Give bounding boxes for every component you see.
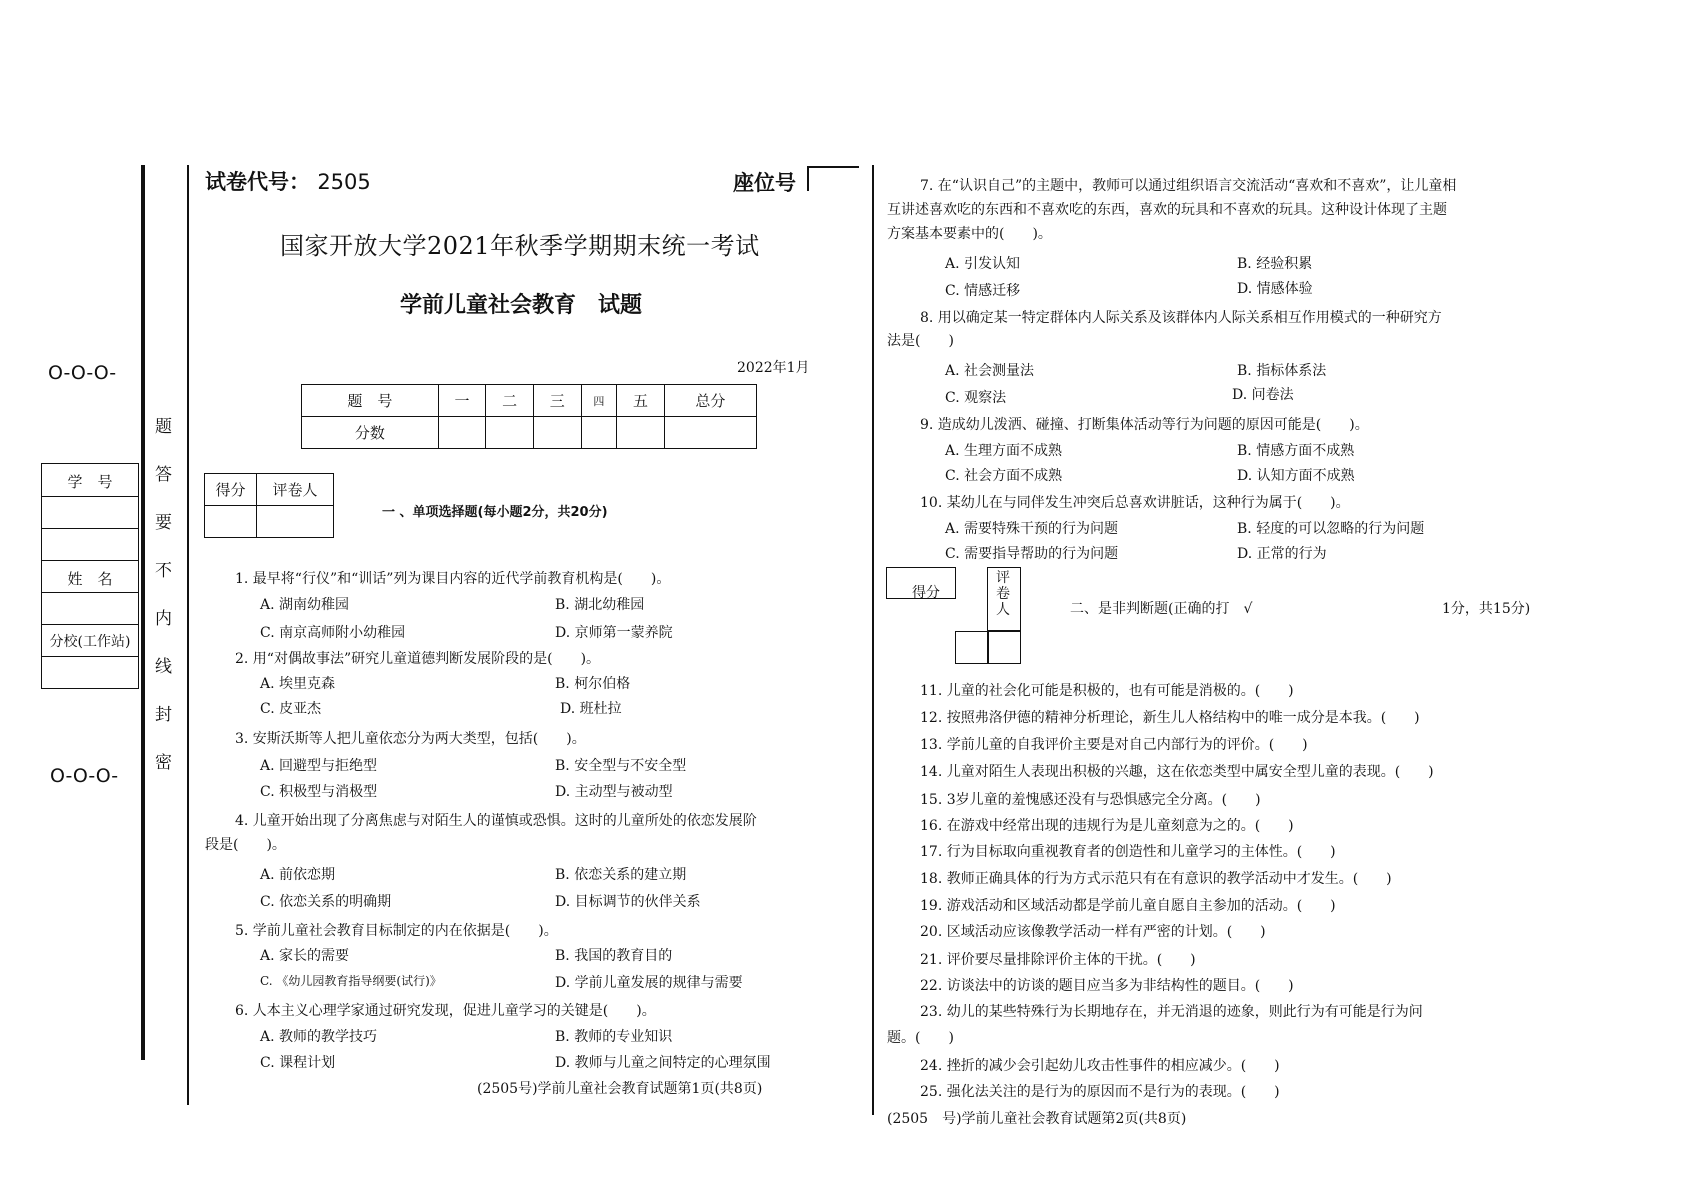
option[interactable]: A. 社会测量法 xyxy=(945,363,1035,379)
grader-label-2: 评卷人 xyxy=(996,570,1010,618)
question-stem: 6. 人本主义心理学家通过研究发现，促进儿童学习的关键是( )。 xyxy=(235,1003,656,1019)
option[interactable]: C. 积极型与消极型 xyxy=(260,784,378,800)
option[interactable]: D. 情感体验 xyxy=(1237,281,1313,297)
page-divider xyxy=(872,165,874,1115)
score-table xyxy=(301,384,757,449)
margin-mark-top: O-O-O- xyxy=(48,362,117,384)
grader-box-2-grader xyxy=(987,567,1021,631)
option[interactable]: D. 学前儿童发展的规律与需要 xyxy=(555,975,743,991)
option[interactable]: B. 经验积累 xyxy=(1237,256,1313,272)
option[interactable]: C. 需要指导帮助的行为问题 xyxy=(945,546,1119,562)
seal-char: 题 xyxy=(155,417,172,437)
score-cell xyxy=(486,417,534,449)
section2-points: 1分，共15分) xyxy=(1442,601,1531,617)
question-stem: 3. 安斯沃斯等人把儿童依恋分为两大类型，包括( )。 xyxy=(235,731,586,747)
question-stem: 4. 儿童开始出现了分离焦虑与对陌生人的谨慎或恐惧。这时的儿童所处的依恋发展阶 xyxy=(235,813,757,829)
score-table-header: 五 xyxy=(617,385,665,417)
student-id-field[interactable] xyxy=(42,497,138,529)
option[interactable]: A. 教师的教学技巧 xyxy=(260,1029,378,1045)
seal-char: 线 xyxy=(155,657,172,677)
binding-line-thick xyxy=(141,165,145,1060)
question-stem: 5. 学前儿童社会教育目标制定的内在依据是( )。 xyxy=(235,923,558,939)
page-footer-left: (2505号)学前儿童社会教育试题第1页(共8页) xyxy=(477,1081,763,1097)
student-id-field-2[interactable] xyxy=(42,529,138,561)
option[interactable]: C. 课程计划 xyxy=(260,1055,336,1071)
student-info-box xyxy=(41,463,139,689)
option[interactable]: B. 依恋关系的建立期 xyxy=(555,867,687,883)
score-cell xyxy=(533,417,581,449)
judgement-item: 21. 评价要尽量排除评价主体的干扰。( ) xyxy=(920,952,1196,968)
binding-line-thin xyxy=(187,165,189,1105)
question-stem: 2. 用“对偶故事法”研究儿童道德判断发展阶段的是( )。 xyxy=(235,651,601,667)
option[interactable]: C. 社会方面不成熟 xyxy=(945,468,1063,484)
option[interactable]: A. 引发认知 xyxy=(945,256,1021,272)
student-id-label: 学 号 xyxy=(42,464,138,497)
grader-score-label-2: 得分 xyxy=(912,585,940,601)
name-field[interactable] xyxy=(42,593,138,625)
option[interactable]: D. 班杜拉 xyxy=(560,701,622,717)
option[interactable]: A. 前依恋期 xyxy=(260,867,336,883)
question-stem: 7. 在“认识自己”的主题中，教师可以通过组织语言交流活动“喜欢和不喜欢”，让儿童相 xyxy=(920,178,1457,194)
seat-box-top xyxy=(807,166,859,168)
option[interactable]: B. 我国的教育目的 xyxy=(555,948,673,964)
option[interactable]: C. 南京高师附小幼稚园 xyxy=(260,625,406,641)
question-stem: 8. 用以确定某一特定群体内人际关系及该群体内人际关系相互作用模式的一种研究方 xyxy=(920,310,1442,326)
judgement-item: 22. 访谈法中的访谈的题目应当多为非结构性的题目。( ) xyxy=(920,978,1294,994)
score-cell xyxy=(664,417,756,449)
judgement-item: 14. 儿童对陌生人表现出积极的兴趣，这在依恋类型中属安全型儿童的表现。( ) xyxy=(920,764,1434,780)
grader-name-cell xyxy=(256,506,333,538)
question-stem: 9. 造成幼儿泼洒、碰撞、打断集体活动等行为问题的原因可能是( )。 xyxy=(920,417,1369,433)
option[interactable]: A. 埃里克森 xyxy=(260,676,336,692)
option[interactable]: A. 需要特殊干预的行为问题 xyxy=(945,521,1119,537)
grader-label: 评卷人 xyxy=(256,474,333,506)
grader-box-2-score xyxy=(886,567,956,599)
judgement-item: 12. 按照弗洛伊德的精神分析理论，新生儿人格结构中的唯一成分是本我。( ) xyxy=(920,710,1420,726)
judgement-item: 24. 挫折的减少会引起幼儿攻击性事件的相应减少。( ) xyxy=(920,1058,1280,1074)
score-table-row-label: 分数 xyxy=(302,417,439,449)
page-footer-right: (2505 号)学前儿童社会教育试题第2页(共8页) xyxy=(887,1111,1187,1127)
judgement-item: 19. 游戏活动和区域活动都是学前儿童自愿自主参加的活动。( ) xyxy=(920,898,1336,914)
seat-box-left xyxy=(807,167,809,191)
option[interactable]: C. 《幼儿园教育指导纲要(试行)》 xyxy=(260,974,442,988)
score-table-header: 二 xyxy=(486,385,534,417)
grader-score-label: 得分 xyxy=(205,474,257,506)
branch-label: 分校(工作站) xyxy=(42,625,138,657)
judgement-item: 18. 教师正确具体的行为方式示范只有在有意识的教学活动中才发生。( ) xyxy=(920,871,1392,887)
option[interactable]: B. 指标体系法 xyxy=(1237,363,1327,379)
option[interactable]: B. 情感方面不成熟 xyxy=(1237,443,1355,459)
score-table-header: 四 xyxy=(581,385,617,417)
option[interactable]: D. 问卷法 xyxy=(1232,387,1294,403)
seal-char: 要 xyxy=(155,513,172,533)
option[interactable]: C. 情感迁移 xyxy=(945,283,1021,299)
score-cell xyxy=(438,417,486,449)
judgement-item: 17. 行为目标取向重视教育者的创造性和儿童学习的主体性。( ) xyxy=(920,844,1336,860)
question-stem-continued: 法是( ) xyxy=(887,333,954,349)
margin-mark-bottom: O-O-O- xyxy=(50,765,119,787)
judgement-item: 23. 幼儿的某些特殊行为长期地存在，并无消退的迹象，则此行为有可能是行为问 xyxy=(920,1004,1423,1020)
option[interactable]: D. 主动型与被动型 xyxy=(555,784,673,800)
option[interactable]: C. 观察法 xyxy=(945,390,1007,406)
judgement-item: 15. 3岁儿童的羞愧感还没有与恐惧感完全分离。( ) xyxy=(920,792,1261,808)
section2-title-text: 二、是非判断题(正确的打 √ xyxy=(1070,601,1253,617)
option[interactable]: D. 认知方面不成熟 xyxy=(1237,468,1355,484)
branch-field[interactable] xyxy=(42,657,138,687)
paper-code-value: 2505 xyxy=(317,170,371,194)
option[interactable]: D. 目标调节的伙伴关系 xyxy=(555,894,701,910)
option[interactable]: A. 家长的需要 xyxy=(260,948,350,964)
option[interactable]: C. 皮亚杰 xyxy=(260,701,322,717)
section2-title xyxy=(1070,598,1252,618)
grader-score-cell xyxy=(205,506,257,538)
grader-box xyxy=(204,473,334,538)
seat-number-label: 座位号 xyxy=(733,171,796,195)
score-table-header: 三 xyxy=(533,385,581,417)
option[interactable]: B. 教师的专业知识 xyxy=(555,1029,673,1045)
paper-code-label: 试卷代号： xyxy=(205,170,310,194)
score-table-header: 总分 xyxy=(664,385,756,417)
option[interactable]: C. 依恋关系的明确期 xyxy=(260,894,392,910)
exam-date: 2022年1月 xyxy=(737,360,810,376)
option[interactable]: B. 轻度的可以忽略的行为问题 xyxy=(1237,521,1425,537)
question-stem: 10. 某幼儿在与同伴发生冲突后总喜欢讲脏话，这种行为属于( )。 xyxy=(920,495,1350,511)
seal-char: 答 xyxy=(155,465,172,485)
question-stem-continued: 互讲述喜欢吃的东西和不喜欢吃的东西，喜欢的玩具和不喜欢的玩具。这种设计体现了主题 xyxy=(887,202,1447,218)
seal-warning xyxy=(155,412,172,796)
seal-char: 内 xyxy=(155,609,172,629)
seal-char: 密 xyxy=(155,753,172,773)
option[interactable]: B. 湖北幼稚园 xyxy=(555,597,645,613)
exam-title: 国家开放大学2021年秋季学期期末统一考试 xyxy=(280,232,760,260)
option[interactable]: B. 柯尔伯格 xyxy=(555,676,631,692)
paper-code xyxy=(205,166,371,196)
judgement-item: 25. 强化法关注的是行为的原因而不是行为的表现。( ) xyxy=(920,1084,1280,1100)
score-table-header: 题 号 xyxy=(302,385,439,417)
grader-box-2-divider xyxy=(987,632,989,663)
score-table-header: 一 xyxy=(438,385,486,417)
section1-title: 一 、单项选择题(每小题2分，共20分) xyxy=(382,505,608,520)
question-stem-continued: 段是( )。 xyxy=(205,837,286,853)
option[interactable]: A. 回避型与拒绝型 xyxy=(260,758,378,774)
seal-char: 封 xyxy=(155,705,172,725)
judgement-item: 13. 学前儿童的自我评价主要是对自己内部行为的评价。( ) xyxy=(920,737,1308,753)
judgement-item-continued: 题。( ) xyxy=(887,1030,954,1046)
judgement-item: 11. 儿童的社会化可能是积极的，也有可能是消极的。( ) xyxy=(920,683,1294,699)
seal-char: 不 xyxy=(155,561,172,581)
judgement-item: 16. 在游戏中经常出现的违规行为是儿童刻意为之的。( ) xyxy=(920,818,1294,834)
grader-box-2-bottom xyxy=(955,631,1021,664)
question-stem: 1. 最早将“行仪”和“训话”列为课目内容的近代学前教育机构是( )。 xyxy=(235,571,671,587)
score-cell xyxy=(617,417,665,449)
option[interactable]: D. 正常的行为 xyxy=(1237,546,1327,562)
option[interactable]: B. 安全型与不安全型 xyxy=(555,758,687,774)
judgement-item: 20. 区域活动应该像教学活动一样有严密的计划。( ) xyxy=(920,924,1266,940)
name-label: 姓 名 xyxy=(42,561,138,593)
option[interactable]: A. 湖南幼稚园 xyxy=(260,597,350,613)
score-cell xyxy=(581,417,617,449)
option[interactable]: D. 教师与儿童之间特定的心理氛围 xyxy=(555,1055,771,1071)
question-stem-continued: 方案基本要素中的( )。 xyxy=(887,226,1052,242)
option[interactable]: D. 京师第一蒙养院 xyxy=(555,625,673,641)
subject-title: 学前儿童社会教育 试题 xyxy=(400,292,643,318)
option[interactable]: A. 生理方面不成熟 xyxy=(945,443,1063,459)
